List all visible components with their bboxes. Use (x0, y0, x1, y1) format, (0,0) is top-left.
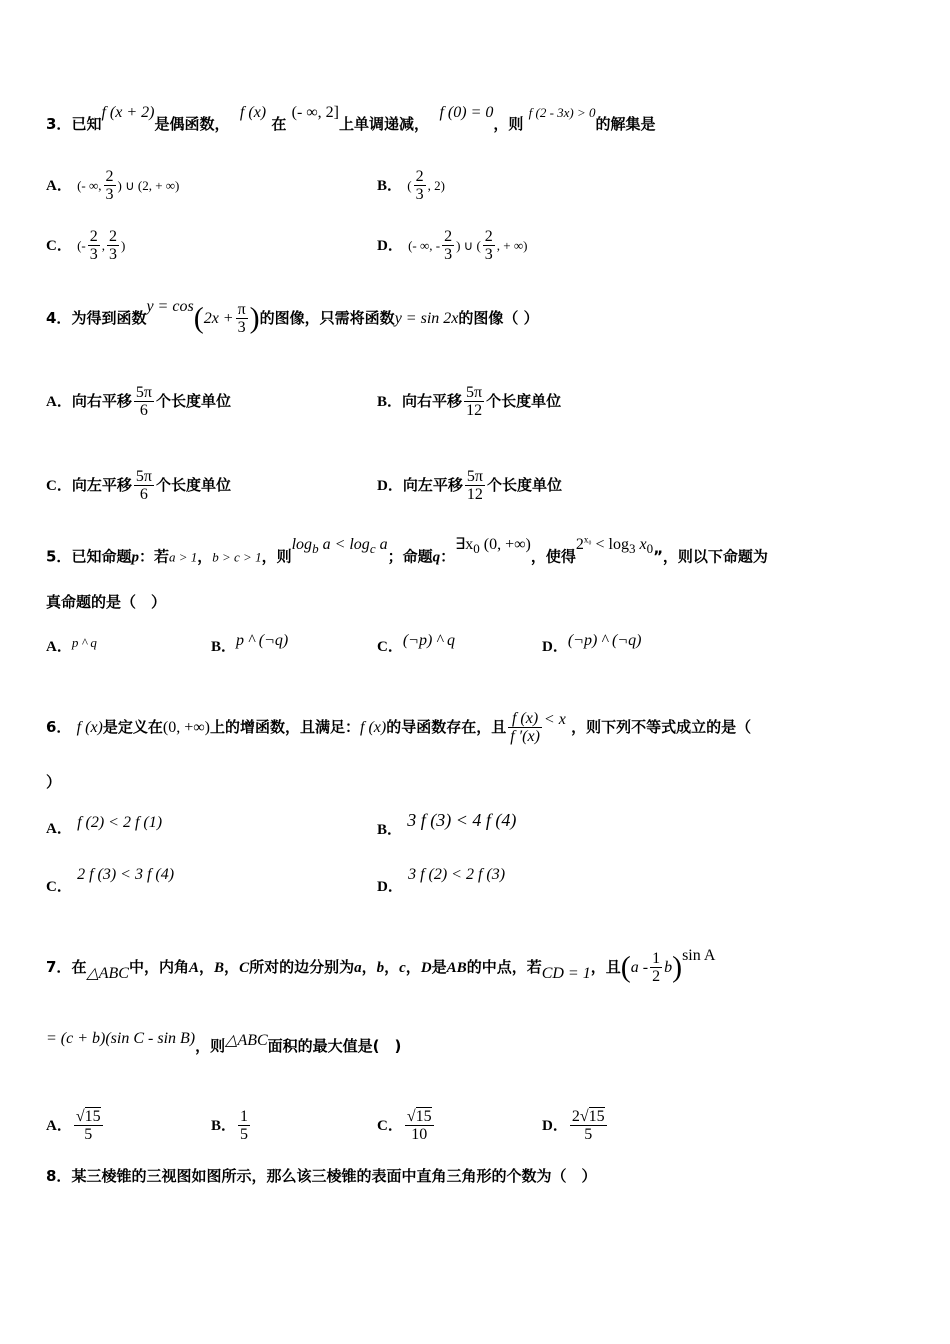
math-sub: b (312, 541, 319, 557)
option-math: (- ∞, - (408, 238, 441, 253)
denominator: 5 (584, 1126, 593, 1143)
denominator: 6 (139, 486, 148, 503)
fraction (464, 384, 484, 419)
q7-text: 所对的边分别为 (249, 958, 355, 976)
q7-sep: ， (199, 958, 215, 976)
q6-stem-line2: ） (46, 773, 62, 791)
option-label: A． (46, 178, 72, 194)
q7-var: a (354, 960, 362, 976)
paren-close: ) (249, 301, 260, 335)
fraction (508, 710, 542, 745)
option-label: D． (542, 639, 568, 655)
option-label: B． (211, 639, 237, 655)
math: ∃x (455, 536, 474, 554)
radicand: 15 (84, 1108, 101, 1125)
q3-text: 已知 (71, 115, 102, 133)
q5-text: ， (197, 547, 213, 566)
numerator: 1 (652, 950, 661, 967)
denominator: 3 (237, 319, 246, 336)
q7-stem-line2 (46, 1030, 910, 1057)
fraction (107, 228, 119, 263)
option-label: A． (46, 1118, 72, 1134)
fraction (442, 228, 454, 263)
q3-option-a[interactable] (46, 168, 179, 203)
option-text: 个长度单位 (155, 476, 231, 494)
q4-option-b[interactable] (377, 384, 561, 419)
q3-text: 上单调递减， (339, 115, 430, 133)
denominator: 3 (484, 246, 493, 263)
option-label: A． (46, 394, 72, 410)
q5-var: p (131, 549, 139, 566)
q3-text: 的解集是 (595, 115, 656, 133)
q5-option-c[interactable] (377, 632, 456, 657)
option-text: 个长度单位 (155, 392, 231, 410)
option-math: , (101, 238, 105, 253)
math: x (635, 536, 647, 554)
option-label: A． (46, 821, 72, 837)
q7-var: D (420, 960, 432, 976)
q6-option-d[interactable] (377, 866, 506, 897)
q7-text: 中，内角 (128, 958, 189, 976)
q3-option-b[interactable] (377, 168, 445, 203)
q5-stem-line2: 真命题的是（ ） (46, 593, 167, 611)
q7-sep: ， (405, 958, 421, 976)
fraction (483, 228, 495, 263)
q8-number: 8． (46, 1167, 72, 1185)
q5-stem (46, 535, 910, 572)
q6-text: 的导函数存在，且 (386, 718, 507, 736)
math: log (291, 536, 313, 554)
q7-option-c[interactable] (377, 1108, 436, 1143)
q5-number: 5． (46, 547, 72, 566)
numerator: 5π (135, 468, 152, 485)
option-text: 向右平移 (71, 392, 132, 410)
math-sub: 0 (646, 541, 654, 557)
q5-var: q (432, 549, 441, 566)
q4-math: y = cos (146, 298, 194, 315)
q5-math-ineq (575, 535, 654, 557)
numerator: 1 (240, 1108, 249, 1125)
q7-text: 在 (71, 958, 87, 976)
fraction (88, 228, 100, 263)
q7-var: C (239, 960, 250, 976)
q7-option-d[interactable] (542, 1108, 609, 1143)
q3-text: ，则 (493, 115, 524, 133)
option-math: ( (407, 178, 412, 193)
q5-text: 已知命题 (71, 547, 132, 566)
fraction (104, 168, 116, 203)
paren-close: ) (672, 950, 683, 984)
option-math: p ^ (¬q) (236, 632, 289, 649)
q7-var: A (189, 960, 200, 976)
q6-stem (46, 710, 910, 745)
q4-math: y = sin 2x (394, 310, 459, 327)
option-label: D． (542, 1118, 568, 1134)
fraction (236, 301, 248, 336)
q3-text: 是偶函数， (154, 115, 230, 133)
q3-math: f (0) = 0 (439, 104, 494, 121)
q6-math: (0, +∞) (162, 719, 210, 736)
denominator: 3 (89, 246, 98, 263)
denominator: 3 (109, 246, 117, 263)
math-sub: 0 (473, 541, 480, 557)
fraction (414, 168, 426, 203)
q7-math: △ABC (225, 1032, 268, 1049)
q4-stem (46, 298, 910, 336)
q7-option-b[interactable] (211, 1108, 252, 1143)
q6-math: f (x) (76, 719, 103, 736)
q4-text: 为得到函数 (71, 309, 147, 327)
option-label: C． (377, 1118, 403, 1134)
option-label: C． (46, 879, 72, 895)
q6-text: 上的增函数，且满足： (209, 718, 360, 736)
q3-option-d[interactable] (377, 228, 527, 263)
option-label: D． (377, 478, 403, 494)
q8-stem (46, 1166, 910, 1186)
q3-option-c[interactable] (46, 228, 125, 263)
q7-text: 是 (431, 958, 447, 976)
fraction (465, 468, 485, 503)
option-math: f (2) < 2 f (1) (77, 814, 163, 831)
option-label: C． (46, 238, 72, 254)
q4-text: 的图像（ ） (458, 309, 539, 327)
denominator: 10 (411, 1126, 428, 1143)
q7-math: b (664, 959, 673, 976)
fraction (134, 384, 154, 419)
q5-option-d[interactable] (542, 632, 642, 657)
denominator: 12 (466, 486, 483, 503)
q5-text: ”，则以下命题为 (653, 547, 768, 566)
q6-option-b[interactable] (377, 810, 517, 840)
radicand: 15 (588, 1108, 605, 1125)
fraction (238, 1108, 250, 1143)
fraction (134, 468, 154, 503)
q3-number: 3． (46, 115, 72, 133)
option-math: (¬p) ^ q (402, 632, 456, 649)
option-math: ) ∪ ( (456, 238, 481, 253)
q7-math: a - (630, 959, 649, 976)
option-label: C． (377, 639, 403, 655)
fraction (74, 1108, 103, 1143)
q4-text: 的图像，只需将函数 (259, 309, 395, 327)
q5-math-exists (455, 536, 531, 557)
q7-var: B (214, 960, 225, 976)
numerator: 2 (89, 228, 98, 245)
numerator: √15 (406, 1108, 432, 1125)
q6-text: 是定义在 (102, 718, 163, 736)
q6-math: f (x) (360, 719, 387, 736)
q7-var: b (376, 960, 385, 976)
q7-sep: ， (384, 958, 400, 976)
q4-option-a[interactable] (46, 384, 231, 419)
q7-text: ，则 (195, 1037, 226, 1055)
q3-text: 在 (271, 115, 287, 133)
option-math: 3 f (2) < 2 f (3) (408, 866, 506, 883)
fraction (570, 1108, 607, 1143)
q7-var: AB (446, 960, 467, 976)
math-sub: 3 (628, 541, 636, 557)
math: a < log (318, 536, 370, 554)
q3-math: f (x + 2) (101, 104, 155, 121)
option-text: 个长度单位 (486, 476, 562, 494)
denominator: 12 (466, 402, 483, 419)
option-math: ) (121, 238, 126, 253)
denominator: 3 (105, 186, 114, 203)
numerator: 5π (135, 384, 152, 401)
q4-number: 4． (46, 309, 72, 327)
q5-text: ，使得 (530, 547, 576, 566)
q6-option-a[interactable] (46, 814, 163, 839)
numerator: 2 (105, 168, 114, 185)
q7-sep: ， (361, 958, 377, 976)
denominator: 6 (139, 402, 148, 419)
option-label: B． (377, 178, 403, 194)
q5-math: b > c > 1 (212, 549, 262, 565)
radicand: 15 (415, 1108, 432, 1125)
q3-math: (- ∞, 2] (291, 104, 339, 121)
q7-math: CD = 1 (541, 965, 591, 982)
numerator: 2 (109, 228, 117, 245)
q6-math: < x (543, 711, 566, 728)
denominator: 5 (84, 1126, 93, 1143)
q7-math: sin A (682, 947, 716, 964)
numerator: 5π (466, 468, 483, 485)
numerator: √15 (75, 1108, 101, 1125)
q7-sep: ， (224, 958, 240, 976)
option-math: , + ∞) (496, 238, 528, 253)
fraction (405, 1108, 434, 1143)
option-math: 3 f (3) < 4 f (4) (407, 810, 517, 830)
option-text: 向左平移 (402, 476, 463, 494)
q5-math-log (291, 536, 388, 557)
numerator: 2 (484, 228, 493, 245)
q3-math: f (x) (239, 104, 267, 121)
q7-math: = (c + b)(sin C - sin B) (46, 1030, 196, 1047)
q7-number: 7． (46, 958, 72, 976)
option-label: A． (46, 639, 72, 655)
math: a (375, 536, 388, 554)
q4-option-d[interactable] (377, 468, 562, 503)
numerator: π (237, 301, 246, 318)
denominator: f ′(x) (510, 728, 540, 745)
numerator: f (x) (508, 710, 542, 728)
paren-open: ( (193, 301, 204, 335)
q4-math: 2x + (203, 310, 234, 327)
q6-text: ，则下列不等式成立的是（ (571, 718, 752, 736)
q7-text: ，且 (590, 958, 621, 976)
option-text: 向左平移 (71, 476, 132, 494)
option-text: 向右平移 (402, 392, 463, 410)
q3-stem (46, 104, 910, 135)
math: 2 (575, 536, 584, 554)
math: (0, +∞) (479, 536, 531, 554)
denominator: 3 (444, 246, 453, 263)
option-label: D． (377, 238, 403, 254)
q4-option-c[interactable] (46, 468, 231, 503)
numerator: 2 (444, 228, 453, 245)
option-label: D． (377, 879, 403, 895)
q5-text: ；命题 (387, 547, 433, 566)
option-label: B． (211, 1118, 237, 1134)
q5-math: a > 1 (168, 549, 198, 565)
math: < log (591, 536, 629, 554)
option-math: 2 f (3) < 3 f (4) (77, 866, 175, 883)
denominator: 3 (415, 186, 424, 203)
q5-text: ，则 (261, 547, 292, 566)
q7-text: 的中点，若 (466, 958, 542, 976)
option-text: 个长度单位 (486, 392, 562, 410)
option-math: ) ∪ (2, + ∞) (117, 178, 180, 193)
paren-open: ( (620, 950, 631, 984)
q7-stem (46, 947, 910, 985)
q5-option-a[interactable] (46, 636, 97, 657)
q5-text: ： (440, 547, 456, 566)
coefficient: 2 (571, 1108, 580, 1125)
q6-number: 6． (46, 718, 72, 736)
option-label: B． (377, 394, 403, 410)
q5-option-b[interactable] (211, 632, 289, 657)
denominator: 5 (240, 1126, 249, 1143)
fraction (650, 950, 662, 985)
numerator: 5π (466, 384, 483, 401)
option-math: (¬p) ^ (¬q) (567, 632, 642, 649)
option-math: p ^ q (71, 635, 97, 650)
q7-var: c (399, 960, 406, 976)
q8-text: 某三棱锥的三视图如图所示，那么该三棱锥的表面中直角三角形的个数为（ ） (71, 1167, 597, 1185)
option-math: , 2) (427, 178, 445, 193)
option-math: (- (77, 238, 86, 253)
option-math: (- ∞, (77, 178, 102, 193)
q7-option-a[interactable] (46, 1108, 105, 1143)
denominator: 2 (652, 968, 661, 985)
q7-math: △ABC (86, 965, 129, 982)
numerator: 2√15 (571, 1108, 605, 1125)
math-sup: x₀ (583, 535, 592, 545)
q7-text: 面积的最大值是( ) (267, 1037, 402, 1055)
numerator: 2 (415, 168, 424, 185)
option-label: B． (377, 822, 403, 838)
math-sub: c (369, 541, 376, 557)
option-label: C． (46, 478, 72, 494)
q5-text: ：若 (138, 547, 169, 566)
q6-option-c[interactable] (46, 866, 175, 897)
q3-math: f (2 - 3x) > 0 (528, 105, 596, 120)
